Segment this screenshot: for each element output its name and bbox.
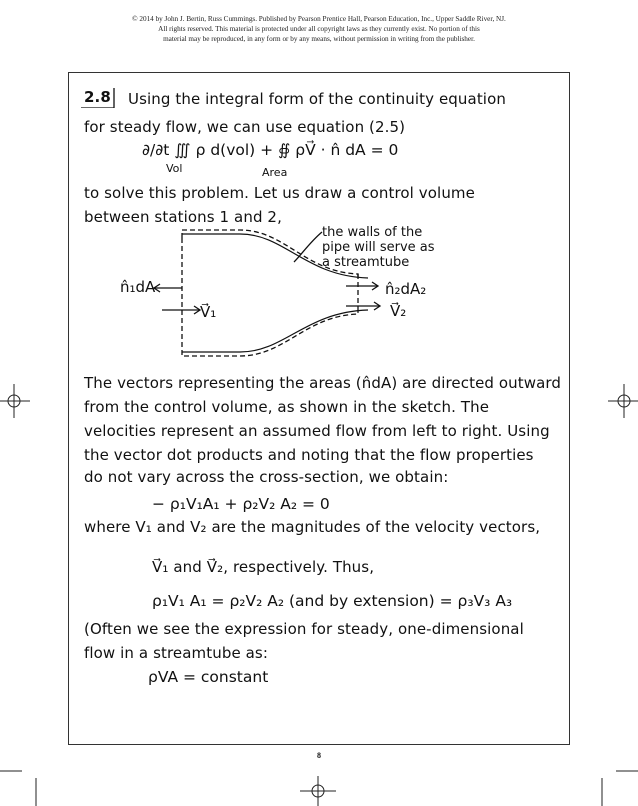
problem-number: 2.8 <box>84 88 111 106</box>
sketch-annotation <box>322 225 435 270</box>
equation-3: ρVA = constant <box>148 668 269 686</box>
area-label: Area <box>262 166 288 179</box>
annotation-line: the walls of the <box>322 225 423 240</box>
equation-2: ρ₁V₁ A₁ = ρ₂V₂ A₂ (and by extension) = ρ₃V₃ A₃ <box>152 592 513 610</box>
equation-1: − ρ₁V₁A₁ + ρ₂V₂ A₂ = 0 <box>152 495 330 513</box>
text-line: V⃗₁ and V⃗₂, respectively. Thus, <box>152 558 375 576</box>
copyright-line: material may be reproduced, in any form or by any means, without permission in writing from the publisher. <box>163 35 475 43</box>
text-line: (Often we see the expression for steady, one-dimensional <box>84 620 524 638</box>
text-line: the vector dot products and noting that the flow properties <box>84 446 534 464</box>
copyright-notice <box>60 14 578 44</box>
page-number: 8 <box>317 751 321 760</box>
continuity-equation: ∂/∂t ∭ ρ d(vol) + ∯ ρV⃗ · n̂ dA = 0 <box>142 141 399 159</box>
text-line: to solve this problem. Let us draw a control volume <box>84 184 475 202</box>
v2-label: V⃗₂ <box>390 302 407 320</box>
n1-dA-label: n̂₁dA <box>120 278 156 296</box>
text-line: between stations 1 and 2, <box>84 208 282 226</box>
v1-label: V⃗₁ <box>200 303 217 321</box>
text-line: flow in a streamtube as: <box>84 644 268 662</box>
copyright-line: © 2014 by John J. Bertin, Russ Cummings. Published by Pearson Prentice Hall, Pearson Education, Inc., Upper Saddle River, NJ. <box>132 15 506 23</box>
text-line: velocities represent an assumed flow from left to right. Using <box>84 422 550 440</box>
annotation-line: a streamtube <box>322 255 410 270</box>
text-line: from the control volume, as shown in the sketch. The <box>84 398 490 416</box>
text-line: do not vary across the cross-section, we obtain: <box>84 468 449 486</box>
copyright-line: All rights reserved. This material is protected under all copyright laws as they currently exist. No portion of this <box>158 25 480 33</box>
volume-label: Vol <box>166 162 183 175</box>
text-line: Using the integral form of the continuity equation <box>128 90 506 108</box>
text-line: The vectors representing the areas (n̂dA) are directed outward <box>84 374 562 392</box>
text-line: for steady flow, we can use equation (2.5) <box>84 118 406 136</box>
n2-dA2-label: n̂₂dA₂ <box>385 280 427 298</box>
annotation-line: pipe will serve as <box>322 240 435 255</box>
text-line: where V₁ and V₂ are the magnitudes of the velocity vectors, <box>84 518 541 536</box>
